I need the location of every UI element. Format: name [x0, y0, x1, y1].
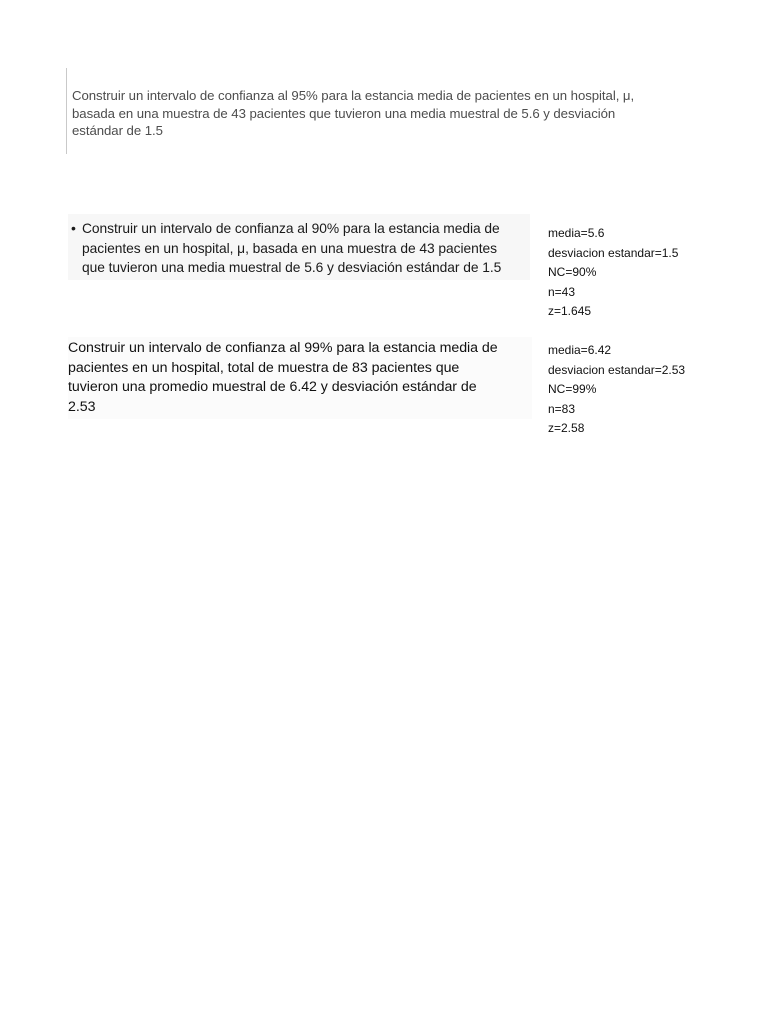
problem-3-line-1: Construir un intervalo de confianza al 99% para la estancia media de [68, 340, 498, 356]
problem-2-block [68, 214, 530, 280]
problem-3-data [548, 341, 686, 439]
data-n: n=43 [548, 284, 576, 299]
data-media: media=5.6 [548, 226, 605, 240]
data-nivel-confianza: NC=90% [548, 265, 597, 279]
problem-3-line-2: pacientes en un hospital, total de muestra de 83 pacientes que [68, 359, 460, 376]
problem-3-line-3: tuvieron una promedio muestral de 6.42 y desviación estándar de [68, 379, 477, 395]
problem-1-block [66, 68, 666, 154]
problem-2-line-2: pacientes en un hospital, μ, basada en una muestra de 43 pacientes [82, 240, 498, 256]
problem-1-text [72, 87, 652, 140]
problem-2-text [82, 219, 530, 278]
data-z: z=1.645 [548, 304, 592, 318]
problem-2-line-1: Construir un intervalo de confianza al 90% para la estancia media de [82, 221, 500, 236]
data-desviacion: desviacion estandar=2.53 [548, 362, 686, 377]
problem-3-text [68, 339, 532, 417]
problem-1-line-3: estándar de 1.5 [72, 123, 163, 138]
problem-1-line-2: basada en una muestra de 43 pacientes que tuvieron una media muestral de 5.6 y desviación [72, 105, 616, 121]
problem-1-line-1: Construir un intervalo de confianza al 95% para la estancia media de pacientes en un hospital, μ, [72, 88, 635, 103]
problem-3-line-4: 2.53 [68, 398, 96, 415]
data-desviacion: desviacion estandar=1.5 [548, 245, 679, 260]
data-media: media=6.42 [548, 343, 612, 357]
data-nivel-confianza: NC=99% [548, 382, 597, 396]
problem-2-data [548, 224, 679, 322]
problem-3-block [68, 337, 532, 419]
problem-2-line-3: que tuvieron una media muestral de 5.6 y desviación estándar de 1.5 [82, 260, 502, 275]
data-z: z=2.58 [548, 421, 585, 435]
bullet-icon: • [71, 220, 76, 236]
data-n: n=83 [548, 401, 576, 416]
